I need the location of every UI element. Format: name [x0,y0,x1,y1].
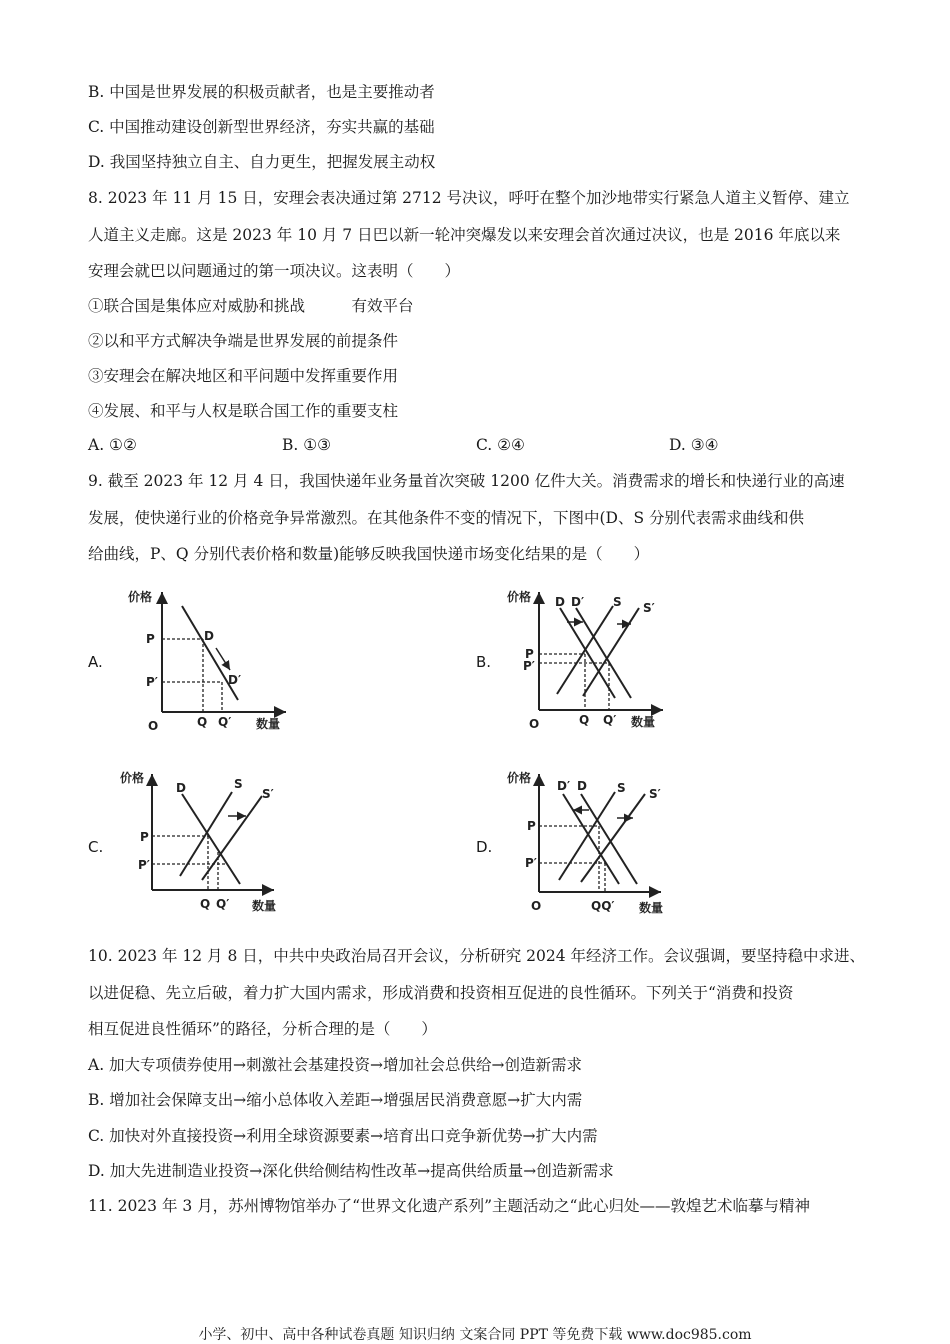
p-prime-label: P′ [525,856,537,870]
q11-stem-line-1: 11. 2023 年 3 月，苏州博物馆举办了“世界文化遗产系列”主题活动之“此心归处——敦煌艺术临摹与精神 [88,1197,810,1215]
q8-stem-line-2: 人道主义走廊。这是 2023 年 10 月 7 日巴以新一轮冲突爆发以来安理会首次通过决议，也是 2016 年底以来 [88,226,841,244]
q9-option-c-label: C. [88,838,104,856]
p-label: P [146,632,155,646]
q9-stem-line-3: 给曲线，P、Q 分别代表价格和数量)能够反映我国快递市场变化结果的是（ ） [88,545,650,563]
price-axis-label: 价格 [120,771,145,785]
q9-option-b-label: B. [476,653,492,671]
q-label: Q [579,713,590,727]
q10-option-a: A. 加大专项债券使用→刺激社会基建投资→增加社会总供给→创造新需求 [88,1056,583,1074]
q-label: Q [200,897,211,911]
price-axis-label: 价格 [507,771,532,785]
p-label: P [525,647,534,661]
quantity-axis-label: 数量 [256,717,281,731]
price-axis-label: 价格 [128,590,153,604]
quantity-axis-label: 数量 [252,899,277,913]
page-footer: 小学、初中、高中各种试卷真题 知识归纳 文案合同 PPT 等免费下载 www.doc985.com [198,1327,752,1343]
p-label: P [527,819,536,833]
s-label: S [613,595,622,609]
q-label: Q [197,715,208,729]
q10-option-c: C. 加快对外直接投资→利用全球资源要素→培育出口竞争新优势→扩大内需 [88,1127,598,1145]
d-label: D [577,779,587,793]
q10-stem-line-1: 10. 2023 年 12 月 8 日，中共中央政治局召开会议，分析研究 2024 年经济工作。会议强调，要坚持稳中求进、 [88,947,866,965]
q10-option-d: D. 加大先进制造业投资→深化供给侧结构性改革→提高供给质量→创造新需求 [88,1162,614,1180]
graph-b [505,584,685,736]
quantity-axis-label: 数量 [631,715,656,729]
q9-stem-line-2: 发展，使快递行业的价格竞争异常激烈。在其他条件不变的情况下，下图中(D、S 分别代表需求曲线和供 [88,509,805,527]
q8-stem-line-3: 安理会就巴以问题通过的第一项决议。这表明（ ） [88,262,461,280]
s-label: S [617,781,626,795]
graph-a [118,584,298,736]
origin-label: O [148,719,159,733]
q8-stem-line-1: 8. 2023 年 11 月 15 日，安理会表决通过第 2712 号决议，呼吁在整个加沙地带实行紧急人道主义暂停、建立 [88,189,850,207]
graph-d [505,768,685,920]
q8-statement-1: ①联合国是集体应对威胁和挑战 有效平台 [88,297,414,315]
q9-option-d-label: D. [476,838,493,856]
d-label: D [555,595,565,609]
origin-label: O [531,899,542,913]
q8-option-b: B. ①③ [282,436,332,454]
q8-statement-3: ③安理会在解决地区和平问题中发挥重要作用 [88,367,399,385]
q10-stem-line-3: 相互促进良性循环”的路径，分析合理的是（ ） [88,1020,437,1038]
q8-option-d: D. ③④ [669,436,719,454]
q10-option-b: B. 增加社会保障支出→缩小总体收入差距→增强居民消费意愿→扩大内需 [88,1091,583,1109]
p-prime-label: P′ [146,675,158,689]
qq-prime-label: QQ′ [591,899,615,913]
graph-c [118,768,298,920]
d-prime-label: D′ [571,595,585,609]
q10-stem-line-2: 以进促稳、先立后破，着力扩大国内需求，形成消费和投资相互促进的良性循环。下列关于“消费和投资 [88,984,794,1002]
d-label: D [204,629,214,643]
q8-statement-2: ②以和平方式解决争端是世界发展的前提条件 [88,332,399,350]
s-label: S [234,777,243,791]
q-prime-label: Q′ [603,713,617,727]
q-prime-label: Q′ [218,715,232,729]
price-axis-label: 价格 [507,590,532,604]
d-prime-label: D′ [557,779,571,793]
d-label: D [176,781,186,795]
demand-curve-d-prime [563,794,619,884]
q8-option-a: A. ①② [88,436,137,454]
supply-curve-s-prime [583,608,639,696]
q7-option-d: D. 我国坚持独立自主、自力更生，把握发展主动权 [88,153,436,171]
q-prime-label: Q′ [216,897,230,911]
d-prime-label: D′ [228,673,242,687]
p-prime-label: P′ [523,659,535,673]
q9-stem-line-1: 9. 截至 2023 年 12 月 4 日，我国快递年业务量首次突破 1200 亿件大关。消费需求的增长和快递行业的高速 [88,472,845,490]
s-prime-label: S′ [649,787,661,801]
quantity-axis-label: 数量 [639,901,664,915]
s-prime-label: S′ [643,601,655,615]
p-prime-label: P′ [138,858,150,872]
q8-option-c: C. ②④ [476,436,525,454]
q9-option-a-label: A. [88,653,103,671]
s-prime-label: S′ [262,787,274,801]
p-label: P [140,830,149,844]
q7-option-b: B. 中国是世界发展的积极贡献者，也是主要推动者 [88,83,435,101]
q8-statement-4: ④发展、和平与人权是联合国工作的重要支柱 [88,402,399,420]
q7-option-c: C. 中国推动建设创新型世界经济，夯实共赢的基础 [88,118,435,136]
origin-label: O [529,717,540,731]
